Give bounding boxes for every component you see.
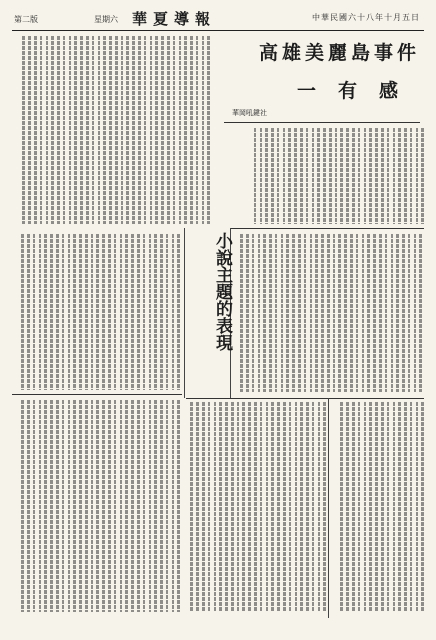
text-line-placeholder [108, 400, 111, 612]
text-line-placeholder [92, 36, 95, 224]
text-line-placeholder [375, 128, 378, 224]
text-line-placeholder [271, 402, 274, 612]
text-line-placeholder [40, 36, 43, 224]
text-line-placeholder [120, 400, 123, 612]
text-line-placeholder [85, 234, 88, 390]
text-line-placeholder [260, 402, 263, 612]
text-line-placeholder [214, 402, 217, 612]
text-line-placeholder [96, 234, 99, 390]
text-line-placeholder [281, 234, 284, 392]
section-divider [230, 228, 424, 229]
text-line-placeholder [103, 36, 106, 224]
body-column-bottom-right [334, 402, 424, 612]
text-line-placeholder [46, 36, 49, 224]
text-line-placeholder [231, 402, 234, 612]
text-line-placeholder [196, 36, 199, 224]
text-line-placeholder [387, 402, 390, 612]
text-line-placeholder [79, 234, 82, 390]
text-line-placeholder [312, 402, 315, 612]
text-line-placeholder [364, 128, 367, 224]
text-line-placeholder [50, 234, 53, 390]
text-line-placeholder [177, 400, 180, 612]
text-line-placeholder [416, 402, 419, 612]
text-line-placeholder [242, 402, 245, 612]
text-line-placeholder [160, 400, 163, 612]
text-line-placeholder [358, 128, 361, 224]
text-line-placeholder [271, 128, 274, 224]
weekday: 星期六 [94, 15, 118, 24]
text-line-placeholder [184, 36, 187, 224]
text-line-placeholder [155, 36, 158, 224]
text-line-placeholder [344, 234, 347, 392]
text-line-placeholder [352, 402, 355, 612]
text-line-placeholder [33, 234, 36, 390]
text-line-placeholder [419, 234, 422, 392]
text-line-placeholder [39, 234, 42, 390]
text-line-placeholder [410, 128, 413, 224]
text-line-placeholder [108, 234, 111, 390]
text-line-placeholder [21, 234, 24, 390]
text-line-placeholder [91, 234, 94, 390]
text-line-placeholder [254, 402, 257, 612]
text-line-placeholder [306, 128, 309, 224]
text-line-placeholder [114, 400, 117, 612]
text-line-placeholder [177, 234, 180, 390]
text-line-placeholder [161, 36, 164, 224]
text-line-placeholder [39, 400, 42, 612]
text-line-placeholder [393, 402, 396, 612]
text-line-placeholder [352, 128, 355, 224]
text-line-placeholder [237, 402, 240, 612]
text-line-placeholder [202, 402, 205, 612]
text-line-placeholder [44, 400, 47, 612]
text-line-placeholder [289, 402, 292, 612]
text-line-placeholder [306, 402, 309, 612]
text-line-placeholder [317, 128, 320, 224]
body-column-mid-right [236, 234, 422, 392]
text-line-placeholder [126, 36, 129, 224]
text-line-placeholder [275, 234, 278, 392]
text-line-placeholder [410, 402, 413, 612]
text-line-placeholder [121, 36, 124, 224]
text-line-placeholder [34, 36, 37, 224]
text-line-placeholder [166, 234, 169, 390]
text-line-placeholder [298, 234, 301, 392]
text-line-placeholder [367, 234, 370, 392]
text-line-placeholder [404, 402, 407, 612]
text-line-placeholder [57, 36, 60, 224]
text-line-placeholder [402, 234, 405, 392]
text-line-placeholder [300, 128, 303, 224]
text-line-placeholder [340, 402, 343, 612]
text-line-placeholder [356, 234, 359, 392]
text-line-placeholder [96, 400, 99, 612]
text-line-placeholder [68, 400, 71, 612]
text-line-placeholder [86, 36, 89, 224]
text-line-placeholder [385, 234, 388, 392]
text-line-placeholder [333, 234, 336, 392]
text-line-placeholder [263, 234, 266, 392]
text-line-placeholder [327, 234, 330, 392]
text-line-placeholder [125, 234, 128, 390]
text-line-placeholder [154, 400, 157, 612]
section-divider [186, 398, 424, 399]
text-line-placeholder [74, 36, 77, 224]
text-line-placeholder [27, 400, 30, 612]
text-line-placeholder [160, 234, 163, 390]
text-line-placeholder [73, 234, 76, 390]
text-line-placeholder [300, 402, 303, 612]
body-column-bottom-left [14, 400, 180, 612]
text-line-placeholder [56, 234, 59, 390]
text-line-placeholder [373, 234, 376, 392]
text-line-placeholder [62, 400, 65, 612]
text-line-placeholder [310, 234, 313, 392]
text-line-placeholder [338, 234, 341, 392]
text-line-placeholder [350, 234, 353, 392]
text-line-placeholder [364, 402, 367, 612]
inset-title: 小說主題的表現 [212, 232, 232, 351]
text-line-placeholder [63, 36, 66, 224]
text-line-placeholder [398, 128, 401, 224]
text-line-placeholder [143, 234, 146, 390]
text-line-placeholder [225, 402, 228, 612]
text-line-placeholder [391, 234, 394, 392]
column-divider [328, 398, 329, 618]
text-line-placeholder [21, 400, 24, 612]
headline-byline: 華岡吼鍵社 [232, 109, 267, 117]
headline-line-2: 一有感 [296, 80, 420, 102]
text-line-placeholder [387, 128, 390, 224]
text-line-placeholder [44, 234, 47, 390]
text-line-placeholder [167, 36, 170, 224]
text-line-placeholder [323, 128, 326, 224]
text-line-placeholder [196, 402, 199, 612]
text-line-placeholder [62, 234, 65, 390]
text-line-placeholder [207, 36, 210, 224]
text-line-placeholder [114, 234, 117, 390]
column-divider [184, 228, 185, 398]
text-line-placeholder [56, 400, 59, 612]
text-line-placeholder [109, 36, 112, 224]
text-line-placeholder [414, 234, 417, 392]
text-line-placeholder [246, 234, 249, 392]
inset-article-header [186, 228, 234, 398]
text-line-placeholder [369, 402, 372, 612]
text-line-placeholder [150, 36, 153, 224]
text-line-placeholder [277, 128, 280, 224]
text-line-placeholder [408, 234, 411, 392]
text-line-placeholder [102, 400, 105, 612]
text-line-placeholder [416, 128, 419, 224]
text-line-placeholder [283, 128, 286, 224]
text-line-placeholder [125, 400, 128, 612]
text-line-placeholder [266, 402, 269, 612]
text-line-placeholder [329, 128, 332, 224]
text-line-placeholder [208, 402, 211, 612]
text-line-placeholder [33, 400, 36, 612]
text-line-placeholder [102, 234, 105, 390]
text-line-placeholder [154, 234, 157, 390]
text-line-placeholder [22, 36, 25, 224]
text-line-placeholder [131, 234, 134, 390]
text-line-placeholder [91, 400, 94, 612]
text-line-placeholder [132, 36, 135, 224]
text-line-placeholder [323, 402, 326, 612]
text-line-placeholder [219, 402, 222, 612]
text-line-placeholder [295, 402, 298, 612]
text-line-placeholder [143, 400, 146, 612]
text-line-placeholder [393, 128, 396, 224]
text-line-placeholder [340, 128, 343, 224]
issue-date: 中華民國六十八年十月五日 [312, 13, 420, 22]
text-line-placeholder [137, 234, 140, 390]
text-line-placeholder [286, 234, 289, 392]
text-line-placeholder [260, 128, 263, 224]
body-column-top-right [250, 128, 424, 224]
text-line-placeholder [172, 400, 175, 612]
text-line-placeholder [131, 400, 134, 612]
body-column-mid-left [14, 234, 180, 390]
text-line-placeholder [149, 234, 152, 390]
text-line-placeholder [375, 402, 378, 612]
text-line-placeholder [27, 234, 30, 390]
text-line-placeholder [304, 234, 307, 392]
newspaper-name: 華夏導報 [132, 10, 217, 28]
headline-line-1: 高雄美麗島事件 [258, 42, 420, 64]
text-line-placeholder [294, 128, 297, 224]
text-line-placeholder [172, 234, 175, 390]
text-line-placeholder [190, 36, 193, 224]
text-line-placeholder [381, 402, 384, 612]
headline-block [224, 36, 420, 123]
text-line-placeholder [321, 234, 324, 392]
body-column-inset [186, 402, 326, 612]
page-number: 第二版 [14, 15, 38, 24]
text-line-placeholder [138, 36, 141, 224]
text-line-placeholder [362, 234, 365, 392]
text-line-placeholder [144, 36, 147, 224]
text-line-placeholder [258, 234, 261, 392]
text-line-placeholder [421, 402, 424, 612]
text-line-placeholder [98, 36, 101, 224]
text-line-placeholder [179, 36, 182, 224]
text-line-placeholder [404, 128, 407, 224]
text-line-placeholder [240, 234, 243, 392]
text-line-placeholder [79, 400, 82, 612]
text-line-placeholder [277, 402, 280, 612]
text-line-placeholder [335, 128, 338, 224]
body-column-top-left [14, 36, 210, 224]
text-line-placeholder [173, 36, 176, 224]
text-line-placeholder [318, 402, 321, 612]
text-line-placeholder [369, 128, 372, 224]
text-line-placeholder [379, 234, 382, 392]
text-line-placeholder [315, 234, 318, 392]
text-line-placeholder [190, 402, 193, 612]
text-line-placeholder [252, 234, 255, 392]
text-line-placeholder [381, 128, 384, 224]
text-line-placeholder [137, 400, 140, 612]
text-line-placeholder [50, 400, 53, 612]
masthead [12, 8, 424, 31]
text-line-placeholder [288, 128, 291, 224]
text-line-placeholder [265, 128, 268, 224]
text-line-placeholder [51, 36, 54, 224]
text-line-placeholder [312, 128, 315, 224]
text-line-placeholder [68, 234, 71, 390]
text-line-placeholder [346, 402, 349, 612]
text-line-placeholder [120, 234, 123, 390]
text-line-placeholder [85, 400, 88, 612]
text-line-placeholder [283, 402, 286, 612]
text-line-placeholder [149, 400, 152, 612]
text-line-placeholder [115, 36, 118, 224]
text-line-placeholder [202, 36, 205, 224]
text-line-placeholder [269, 234, 272, 392]
text-line-placeholder [73, 400, 76, 612]
text-line-placeholder [28, 36, 31, 224]
text-line-placeholder [396, 234, 399, 392]
text-line-placeholder [398, 402, 401, 612]
text-line-placeholder [421, 128, 424, 224]
text-line-placeholder [254, 128, 257, 224]
text-line-placeholder [292, 234, 295, 392]
text-line-placeholder [166, 400, 169, 612]
text-line-placeholder [248, 402, 251, 612]
text-line-placeholder [358, 402, 361, 612]
section-divider [12, 394, 182, 395]
text-line-placeholder [69, 36, 72, 224]
text-line-placeholder [80, 36, 83, 224]
text-line-placeholder [346, 128, 349, 224]
